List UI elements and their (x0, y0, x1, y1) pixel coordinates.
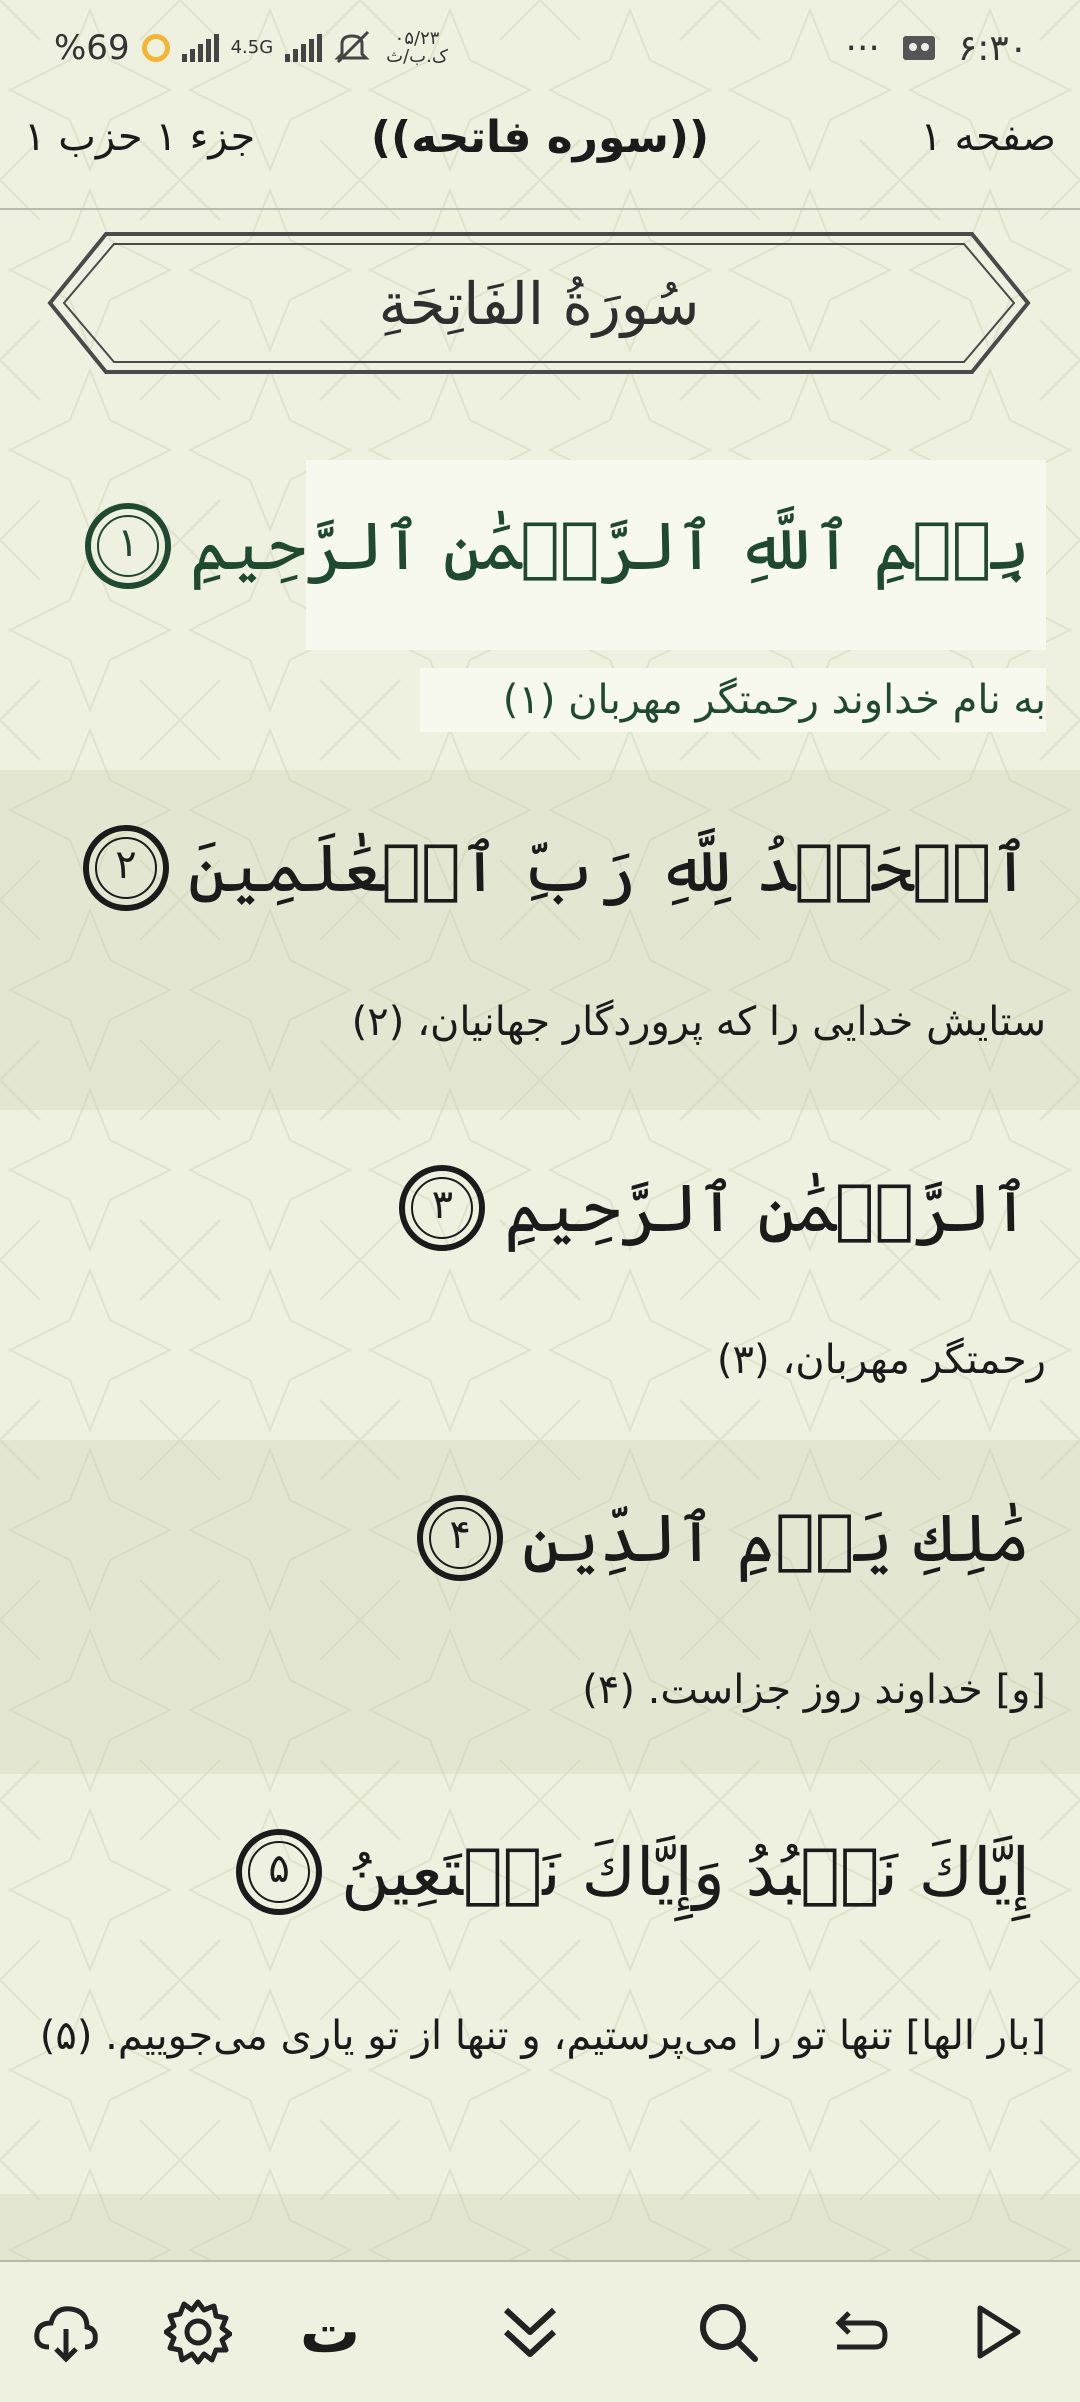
battery-icon (142, 34, 170, 62)
ayah-marker-icon: ۳ (394, 1160, 490, 1256)
ayah-marker-icon: ۵ (231, 1824, 327, 1920)
verse-translation: [و] خداوند روز جزاست. (۴) (582, 1667, 1046, 1713)
signal-icon-2 (285, 34, 322, 62)
verse-translation: ستایش خدایی را که پروردگار جهانیان، (۲) (351, 999, 1046, 1045)
repeat-button[interactable] (818, 2292, 898, 2372)
ayah-marker-icon: ۲ (78, 820, 174, 916)
search-icon (695, 2299, 761, 2365)
cassette-icon (902, 35, 936, 61)
status-right (846, 24, 1028, 72)
verse-arabic: ٱلرَّحۡمَٰنِ ٱلرَّحِيمِ ۳ (394, 1160, 1030, 1256)
verse-arabic: ٱلۡحَمۡدُ لِلَّهِ رَبِّ ٱلۡعَٰلَمِينَ ۲ (78, 820, 1030, 916)
verse-block-1[interactable] (0, 460, 1080, 723)
download-button[interactable] (26, 2292, 106, 2372)
surah-name: سُورَةُ الفَاتِحَةِ (378, 270, 700, 338)
search-button[interactable] (688, 2292, 768, 2372)
ayah-marker-icon: ۴ (412, 1490, 508, 1586)
settings-button[interactable] (158, 2292, 238, 2372)
verse-block-5[interactable] (0, 1774, 1080, 2194)
quran-content[interactable] (0, 210, 1080, 2260)
status-left (54, 24, 448, 72)
clock: ۶:۳۰ (957, 27, 1028, 69)
verse-arabic: إِيَّاكَ نَعۡبُدُ وَإِيَّاكَ نَسۡتَعِينُ ۵ (231, 1824, 1030, 1920)
verse-block-next[interactable] (0, 2194, 1080, 2260)
gear-icon (164, 2298, 232, 2366)
verse-arabic: مَٰلِكِ يَوۡمِ ٱلدِّينِ ۴ (412, 1490, 1030, 1586)
status-date: ۰۵/۲۳ ک.ب/ث (386, 28, 448, 67)
verse-translation: رحمتگر مهربان، (۳) (716, 1337, 1046, 1383)
status-bar (0, 0, 1080, 96)
verse-block-3[interactable] (0, 1110, 1080, 1440)
ayah-marker-icon: ۱ (80, 498, 176, 594)
translation-toggle-button[interactable]: ت (299, 2297, 361, 2367)
bottom-nav (0, 2260, 1080, 2402)
verse-arabic: بِسۡمِ ٱللَّهِ ٱلرَّحۡمَٰنِ ٱلرَّحِيمِ ۱ (80, 498, 1030, 594)
surah-banner (46, 230, 1032, 376)
signal-icon (182, 34, 219, 62)
mute-icon (334, 30, 374, 66)
cloud-download-icon (31, 2297, 101, 2367)
scroll-down-button[interactable] (490, 2292, 570, 2372)
page-header (0, 96, 1080, 210)
play-icon (970, 2302, 1026, 2362)
network-type: 4.5G (230, 37, 274, 58)
verse-translation: به نام خداوند رحمتگر مهربان (۱) (502, 677, 1046, 723)
verse-block-4[interactable] (0, 1440, 1080, 1774)
overflow-dots: ··· (845, 27, 880, 69)
page-number[interactable]: صفحه ۱ (920, 114, 1056, 160)
repeat-icon (825, 2299, 891, 2365)
surah-title[interactable]: ((سوره فاتحه)) (370, 112, 710, 163)
double-chevron-down-icon (498, 2300, 562, 2364)
play-button[interactable] (958, 2292, 1038, 2372)
verse-block-2[interactable] (0, 770, 1080, 1110)
battery-percent: %69 (54, 28, 130, 68)
verse-translation: [بار الها] تنها تو را می‌پرستیم، و تنها از تو یاری می‌جوییم. (۵) (39, 2013, 1046, 2059)
juz-hizb[interactable]: جزء ۱ حزب ۱ (24, 114, 256, 160)
